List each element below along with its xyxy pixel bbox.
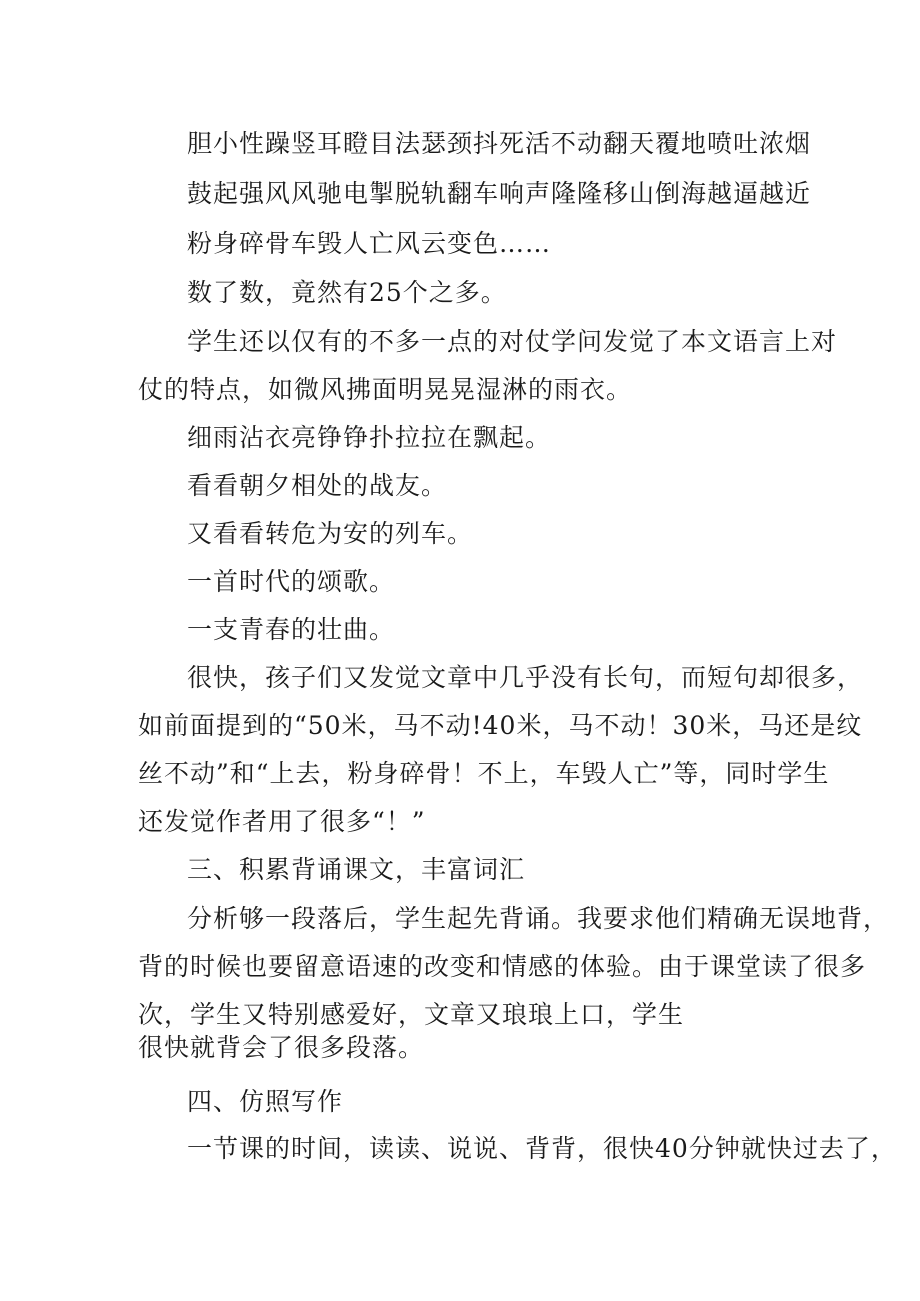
text-line: 还发觉作者用了很多“！” [138,807,426,836]
text-line: 粉身碎骨车毁人亡风云变色…… [187,229,552,258]
text-line: 胆小性躁竖耳瞪目法瑟颈抖死活不动翻天覆地喷吐浓烟 [187,129,812,158]
text-line: 看看朝夕相处的战友。 [187,471,448,500]
section-heading: 三、积累背诵课文，丰富词汇 [187,855,526,884]
text-line: 细雨沾衣亮铮铮扑拉拉在飘起。 [187,423,552,452]
text-line: 如前面提到的“50米，马不动!40米，马不动！30米，马还是纹 [138,711,863,740]
text-line: 丝不动”和“上去，粉身碎骨！不上，车毁人亡”等，同时学生 [138,759,830,788]
text-line: 次，学生又特别感爱好，文章又琅琅上口，学生 [138,1000,685,1029]
text-line: 很快，孩子们又发觉文章中几乎没有长句，而短句却很多， [187,663,864,692]
text-line: 鼓起强风风驰电掣脱轨翻车响声隆隆移山倒海越逼越近 [187,179,812,208]
text-line: 一支青春的壮曲。 [187,615,396,644]
text-line: 很快就背会了很多段落。 [138,1033,425,1062]
text-line: 背的时候也要留意语速的改变和情感的体验。由于课堂读了很多 [138,952,867,981]
text-line: 数了数，竟然有25个之多。 [187,278,507,307]
text-line: 分析够一段落后，学生起先背诵。我要求他们精确无误地背， [187,904,890,933]
text-line: 学生还以仅有的不多一点的对仗学问发觉了本文语言上对 [187,327,838,356]
text-line: 一节课的时间，读读、说说、背背，很快40分钟就快过去了， [187,1134,897,1163]
text-line: 又看看转危为安的列车。 [187,519,474,548]
text-line: 一首时代的颂歌。 [187,567,396,596]
section-heading: 四、仿照写作 [187,1087,344,1116]
text-line: 仗的特点，如微风拂面明晃晃湿淋的雨衣。 [138,375,633,404]
